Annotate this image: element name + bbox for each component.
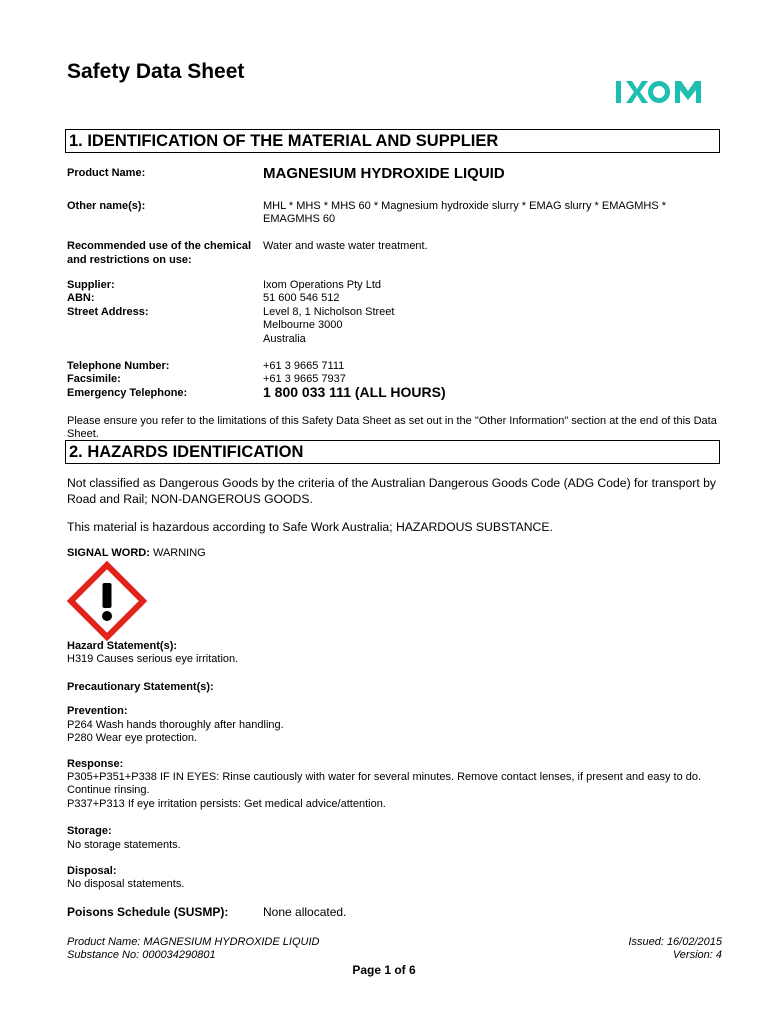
hazardous-substance-text: This material is hazardous according to Safe Work Australia; HAZARDOUS SUBSTANCE. [67, 520, 553, 534]
recommended-use-label-line2: and restrictions on use: [67, 254, 192, 266]
other-names-line2: EMAGMHS 60 [263, 213, 336, 225]
response-label: Response: [67, 758, 124, 770]
hazard-statement: H319 Causes serious eye irritation. [67, 653, 239, 665]
poisons-schedule-label: Poisons Schedule (SUSMP): [67, 905, 229, 919]
other-names-label: Other name(s): [67, 200, 146, 212]
section-1-heading: 1. IDENTIFICATION OF THE MATERIAL AND SUPPLIER [65, 129, 720, 153]
response-statement-1: P305+P351+P338 IF IN EYES: Rinse cautiously with water for several minutes. Remove contact lenses, if present and easy to do. [67, 771, 702, 783]
dg-classification-text: Not classified as Dangerous Goods by the criteria of the Australian Dangerous Goods Code (ADG Code) for transport by Road and Rail; NON-DANGEROUS GOODS. [67, 476, 716, 506]
street-line2: Melbourne 3000 [263, 319, 343, 331]
limitations-note: Please ensure you refer to the limitations of this Safety Data Sheet as set out in the "Other Information" section at the end of this Data Sheet. [67, 415, 717, 440]
abn-label: ABN: [67, 292, 95, 304]
page-number: Page 1 of 6 [352, 963, 416, 977]
response-statement-2: P337+P313 If eye irritation persists: Get medical advice/attention. [67, 798, 386, 810]
disposal-statement: No disposal statements. [67, 878, 185, 890]
footer-substance-no: Substance No: 000034290801 [67, 949, 216, 961]
street-address-label: Street Address: [67, 306, 149, 318]
disposal-label: Disposal: [67, 865, 117, 877]
fax-value: +61 3 9665 7937 [263, 373, 346, 385]
storage-statement: No storage statements. [67, 839, 181, 851]
precautionary-statements-label: Precautionary Statement(s): [67, 681, 214, 693]
footer-issued: Issued: 16/02/2015 [628, 936, 722, 948]
document-title: Safety Data Sheet [67, 60, 245, 83]
section-2-heading: 2. HAZARDS IDENTIFICATION [65, 440, 720, 464]
fax-label: Facsimile: [67, 373, 121, 385]
telephone-label: Telephone Number: [67, 360, 170, 372]
footer-version: Version: 4 [672, 949, 722, 961]
response-statement-1-cont: Continue rinsing. [67, 784, 150, 796]
prevention-statement-2: P280 Wear eye protection. [67, 732, 198, 744]
ixom-logo [614, 78, 708, 112]
street-line3: Australia [263, 333, 306, 345]
street-line1: Level 8, 1 Nicholson Street [263, 306, 395, 318]
footer-product-name: Product Name: MAGNESIUM HYDROXIDE LIQUID [67, 936, 320, 948]
telephone-value: +61 3 9665 7111 [263, 360, 345, 372]
supplier-value: Ixom Operations Pty Ltd [263, 279, 381, 291]
emergency-value: 1 800 033 111 (ALL HOURS) [263, 384, 446, 400]
poisons-schedule-value: None allocated. [263, 905, 347, 919]
product-name-value: MAGNESIUM HYDROXIDE LIQUID [263, 165, 505, 182]
recommended-use-label-line1: Recommended use of the chemical [67, 240, 251, 252]
hazard-statements-label: Hazard Statement(s): [67, 640, 178, 652]
abn-value: 51 600 546 512 [263, 292, 340, 304]
other-names-line1: MHL * MHS * MHS 60 * Magnesium hydroxide slurry * EMAG slurry * EMAGMHS * [263, 200, 667, 212]
product-name-label: Product Name: [67, 167, 146, 179]
prevention-statement-1: P264 Wash hands thoroughly after handling. [67, 719, 284, 731]
recommended-use-value: Water and waste water treatment. [263, 240, 428, 252]
signal-word-label: SIGNAL WORD: [67, 547, 150, 559]
storage-label: Storage: [67, 825, 112, 837]
ixom-logo-mark [614, 78, 708, 106]
prevention-label: Prevention: [67, 705, 128, 717]
ghs-exclamation-mark-icon [67, 561, 147, 641]
supplier-label: Supplier: [67, 279, 115, 291]
emergency-label: Emergency Telephone: [67, 387, 188, 399]
signal-word-value: WARNING [152, 547, 206, 559]
